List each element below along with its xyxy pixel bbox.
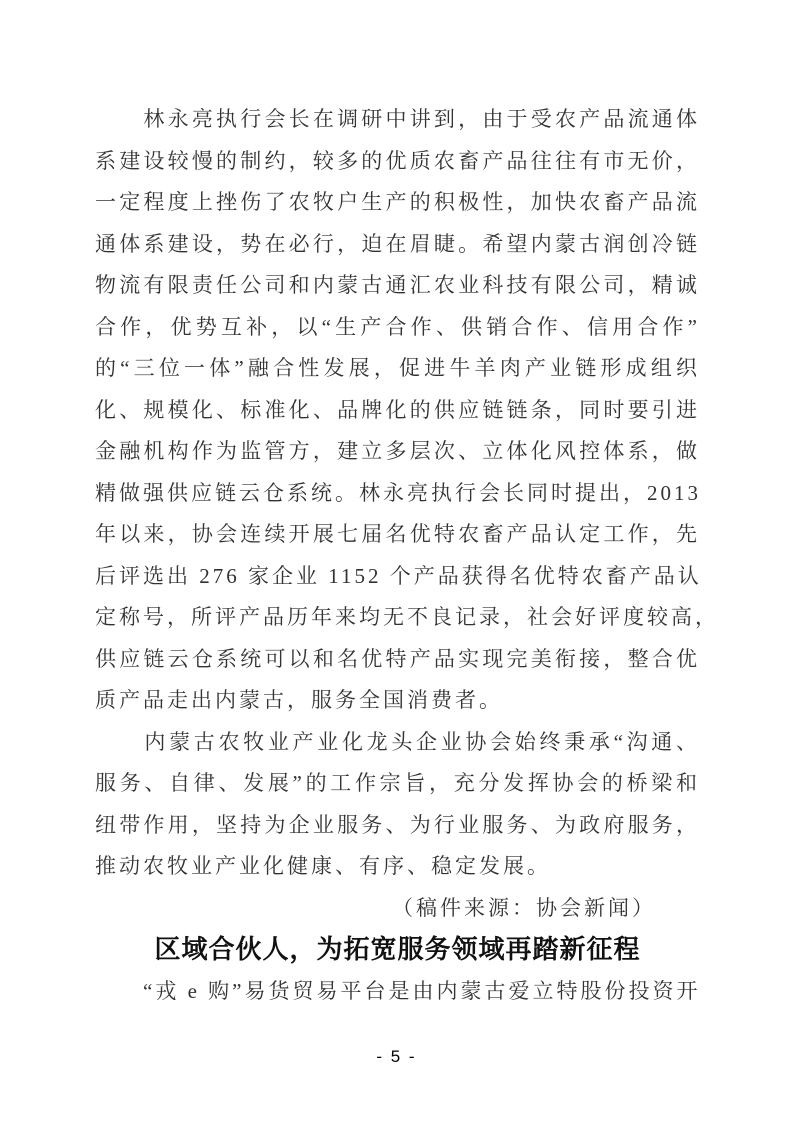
paragraph-3	[95, 971, 700, 1013]
text-line: 质产品走出内蒙古，服务全国消费者。	[95, 688, 503, 712]
text-line: 精做强供应链云仓系统。林永亮执行会长同时提出，2013	[95, 480, 701, 505]
page-number: - 5 -	[376, 1047, 417, 1066]
text-line: “戎 e 购”易货贸易平台是由内蒙古爱立特股份投资开	[95, 978, 701, 1003]
text-line: 服务、自律、发展”的工作宗旨，充分发挥协会的桥梁和	[95, 771, 700, 795]
text-line: 物流有限责任公司和内蒙古通汇农业科技有限公司，精诚	[95, 273, 700, 297]
section-title: 区域合伙人，为拓宽服务领域再踏新征程	[154, 935, 641, 964]
paragraph-1	[95, 99, 719, 722]
source-attribution: （稿件来源：协会新闻）	[392, 895, 656, 920]
text-line: 推动农牧业产业化健康、有序、稳定发展。	[95, 854, 551, 878]
text-line: 一定程度上挫伤了农牧户生产的积极性，加快农畜产品流	[95, 190, 700, 214]
text-line: 后评选出 276 家企业 1152 个产品获得名优特农畜产品认	[95, 563, 702, 588]
paragraph-2	[95, 722, 700, 888]
document-body	[95, 99, 719, 1012]
text-line: 化、规模化、标准化、品牌化的供应链链条，同时要引进	[95, 397, 700, 422]
text-line: 的“三位一体”融合性发展，促进牛羊肉产业链形成组织	[95, 356, 700, 380]
text-line: 内蒙古农牧业产业化龙头企业协会始终秉承“沟通、	[95, 729, 700, 754]
text-line: 金融机构作为监管方，建立多层次、立体化风控体系，做	[95, 439, 700, 463]
text-line: 供应链云仓系统可以和名优特产品实现完美衔接，整合优	[95, 646, 700, 671]
text-line: 年以来，协会连续开展七届名优特农畜产品认定工作，先	[95, 522, 700, 546]
text-line: 纽带作用，坚持为企业服务、为行业服务、为政府服务，	[95, 812, 700, 837]
text-line: 林永亮执行会长在调研中讲到，由于受农产品流通体	[95, 107, 700, 131]
text-line: 定称号，所评产品历年来均无不良记录，社会好评度较高，	[95, 605, 719, 629]
text-line: 系建设较慢的制约，较多的优质农畜产品往往有市无价，	[95, 148, 700, 173]
text-line: 通体系建设，势在必行，迫在眉睫。希望内蒙古润创冷链	[95, 231, 700, 256]
text-line: 合作，优势互补，以“生产合作、供销合作、信用合作”	[95, 314, 700, 339]
